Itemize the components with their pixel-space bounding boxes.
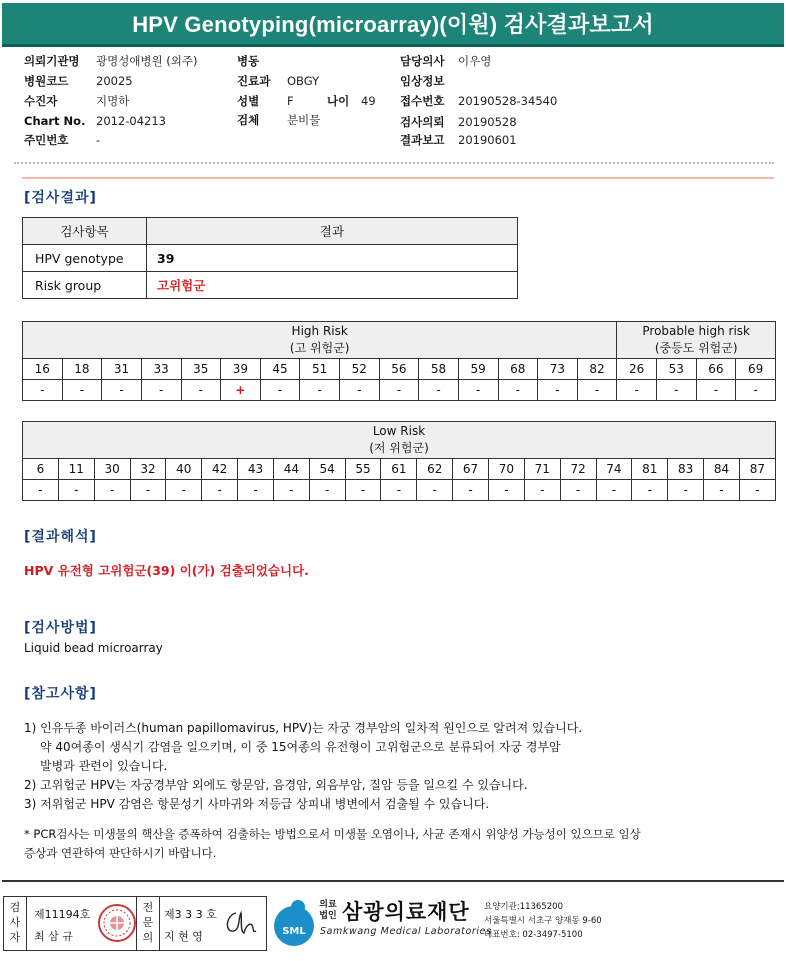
genotype-cell: 61 <box>381 459 417 480</box>
confirmer-name: 지 현 영 <box>164 930 203 943</box>
org-address: 서울특별시 서초구 양재동 9-60 <box>484 916 602 926</box>
genotype-result-cell: - <box>379 380 419 401</box>
org-english-name: Samkwang Medical Laboratories <box>320 926 492 937</box>
request-date-label: 검사의뢰 <box>400 115 445 129</box>
reference-line: 1) 인유두종 바이러스(human papillomavirus, HPV)는 자궁 경부암의 일차적 원인으로 알려져 있습니다. <box>24 721 583 735</box>
genotype-cell: 32 <box>130 459 166 480</box>
org-phone: 대표번호: 02-3497-5100 <box>484 930 583 940</box>
signature-divider <box>26 897 27 950</box>
genotype-cell: 43 <box>238 459 274 480</box>
tester-number: 제11194호 <box>34 908 91 921</box>
genotype-cell: 44 <box>273 459 309 480</box>
genotype-cell: 53 <box>657 359 697 380</box>
sml-logo-icon <box>272 898 316 948</box>
genotype-cell: 69 <box>736 359 776 380</box>
interpretation-heading: [결과해석] <box>24 529 97 545</box>
ward-row <box>237 53 287 69</box>
genotype-result-cell: - <box>417 480 453 501</box>
genotype-cell: 40 <box>166 459 202 480</box>
section-divider <box>22 177 774 179</box>
genotype-cell: 26 <box>617 359 657 380</box>
genotype-result-cell: - <box>704 480 740 501</box>
genotype-cell: 73 <box>538 359 578 380</box>
genotype-cell: 70 <box>488 459 524 480</box>
pcr-footnote <box>24 825 764 863</box>
low-risk-types-row <box>23 459 776 480</box>
org-type <box>318 900 338 922</box>
genotype-cell: 6 <box>23 459 59 480</box>
low-risk-grid <box>22 421 776 501</box>
receipt-no-value: 20190528-34540 <box>458 94 558 108</box>
genotype-result-cell: + <box>221 380 261 401</box>
tester-name: 최 삼 규 <box>34 930 73 943</box>
genotype-cell: 66 <box>696 359 736 380</box>
table-row <box>23 245 518 272</box>
clinical-info-label: 임상정보 <box>400 74 445 88</box>
high-risk-title: High Risk <box>291 324 348 338</box>
footer-divider <box>2 880 784 882</box>
genotype-result-cell: - <box>166 480 202 501</box>
report-title-banner <box>2 3 784 47</box>
genotype-cell: 59 <box>458 359 498 380</box>
results-header-row <box>23 218 518 245</box>
resident-id-value: - <box>96 133 101 147</box>
genotype-result-cell: - <box>739 480 775 501</box>
method-heading: [검사방법] <box>24 620 97 636</box>
results-table <box>22 217 518 299</box>
pcr-footnote-line-1: * PCR검사는 미생물의 핵산을 증폭하여 검출하는 방법으로서 미생물 오염이나, 사균 존재시 위양성 가능성이 있으므로 임상 <box>24 827 641 841</box>
genotype-cell: 84 <box>704 459 740 480</box>
patient-row <box>24 93 129 109</box>
genotype-result-cell: - <box>130 480 166 501</box>
low-risk-subtitle: (저 위험군) <box>369 441 429 455</box>
genotype-cell: 18 <box>62 359 102 380</box>
chart-no-label: Chart No. <box>24 114 86 128</box>
genotype-result-cell: - <box>524 480 560 501</box>
high-risk-grid <box>22 321 776 401</box>
high-risk-subtitle: (고 위험군) <box>289 341 350 355</box>
specimen-row <box>237 112 320 128</box>
high-risk-header-row <box>23 322 776 359</box>
genotype-result-cell: - <box>632 480 668 501</box>
genotype-cell: 31 <box>102 359 142 380</box>
confirmer-label <box>137 900 159 945</box>
table-row <box>23 272 518 299</box>
pcr-footnote-line-2: 증상과 연관하여 판단하시기 바랍니다. <box>24 846 217 860</box>
institution-value: 광명성애병원 (외주) <box>96 54 198 68</box>
probable-risk-subtitle: (중등도 위험군) <box>654 341 738 355</box>
hospital-code-row <box>24 73 133 89</box>
genotype-result-cell: - <box>668 480 704 501</box>
genotype-result-cell: - <box>617 380 657 401</box>
confirmer-label-char: 의 <box>142 931 154 944</box>
genotype-cell: 62 <box>417 459 453 480</box>
official-seal-icon <box>97 903 137 943</box>
probable-risk-header <box>617 322 776 359</box>
genotype-cell: 87 <box>739 459 775 480</box>
department-value: OBGY <box>287 74 320 88</box>
references-list <box>24 719 764 814</box>
genotype-result-cell: - <box>23 480 59 501</box>
sex-row <box>237 93 376 109</box>
genotype-result-cell: - <box>458 380 498 401</box>
request-date-value: 20190528 <box>458 115 517 129</box>
genotype-cell: 71 <box>524 459 560 480</box>
genotype-cell: 68 <box>498 359 538 380</box>
method-text: Liquid bead microarray <box>24 641 163 655</box>
genotype-result-cell: - <box>58 480 94 501</box>
genotype-result-cell: - <box>94 480 130 501</box>
genotype-result-cell: - <box>23 380 63 401</box>
genotype-result-cell: - <box>260 380 300 401</box>
genotype-result-cell: - <box>657 380 697 401</box>
low-risk-header-row <box>23 422 776 459</box>
report-date-value: 20190601 <box>458 133 517 147</box>
genotype-result-cell: - <box>300 380 340 401</box>
hospital-code-value: 20025 <box>96 74 133 88</box>
genotype-cell: 82 <box>577 359 617 380</box>
genotype-result-cell: - <box>273 480 309 501</box>
doctor-row <box>400 53 491 69</box>
genotype-result-cell: - <box>345 480 381 501</box>
tester-label-char: 검 <box>9 901 21 914</box>
risk-group-label: Risk group <box>23 272 147 299</box>
probable-risk-title: Probable high risk <box>642 324 750 338</box>
results-heading: [검사결과] <box>24 190 97 206</box>
high-risk-results-row <box>23 380 776 401</box>
genotype-result-cell: - <box>453 480 489 501</box>
receipt-no-row <box>400 93 557 109</box>
interpretation-text: HPV 유전형 고위험군(39) 이(가) 검출되었습니다. <box>24 563 309 578</box>
chart-no-row <box>24 114 166 128</box>
institution-row <box>24 53 198 69</box>
org-code: 요양기관:11365200 <box>484 902 563 912</box>
col-result-header: 결과 <box>147 218 518 245</box>
hospital-code-label: 병원코드 <box>24 74 69 88</box>
org-type-line: 의료 <box>319 900 337 910</box>
reference-line: 약 40여종이 생식기 감염을 일으키며, 이 중 15여종의 유전형이 고위험군으로 분류되어 자궁 경부암 <box>40 740 561 754</box>
genotype-cell: 39 <box>221 359 261 380</box>
ward-label: 병동 <box>237 54 260 68</box>
genotype-result-cell: - <box>696 380 736 401</box>
low-risk-title: Low Risk <box>372 424 426 438</box>
signature-icon <box>222 907 260 939</box>
sex-value: F <box>287 94 294 108</box>
resident-id-row <box>24 132 100 148</box>
genotype-cell: 83 <box>668 459 704 480</box>
genotype-result-cell: - <box>577 380 617 401</box>
genotype-cell: 74 <box>596 459 632 480</box>
genotype-cell: 51 <box>300 359 340 380</box>
report-title: HPV Genotyping(microarray)(이원) 검사결과보고서 <box>132 12 654 37</box>
tester-label-char: 사 <box>9 916 21 929</box>
institution-label: 의뢰기관명 <box>24 54 80 68</box>
genotype-result-cell: - <box>560 480 596 501</box>
specimen-value: 분비물 <box>287 113 321 127</box>
receipt-no-label: 접수번호 <box>400 94 445 108</box>
genotype-cell: 72 <box>560 459 596 480</box>
tester-label-char: 자 <box>9 931 21 944</box>
genotype-cell: 52 <box>340 359 380 380</box>
genotype-label: HPV genotype <box>23 245 147 272</box>
request-date-row <box>400 114 517 130</box>
logo-text: SML <box>282 926 306 937</box>
risk-group-value: 고위험군 <box>147 272 518 299</box>
high-risk-types-row <box>23 359 776 380</box>
department-row <box>237 73 319 89</box>
genotype-result-cell: - <box>340 380 380 401</box>
genotype-result-cell: - <box>419 380 459 401</box>
patient-value: 지명하 <box>96 94 130 108</box>
reference-line: 3) 저위험군 HPV 감염은 항문성기 사마귀와 저등급 상피내 병변에서 검출될 수 있습니다. <box>24 797 490 811</box>
clinical-info-row <box>400 73 458 89</box>
report-date-label: 결과보고 <box>400 133 445 147</box>
genotype-cell: 81 <box>632 459 668 480</box>
patient-label: 수진자 <box>24 94 58 108</box>
genotype-result-cell: - <box>181 380 221 401</box>
genotype-cell: 55 <box>345 459 381 480</box>
genotype-cell: 11 <box>58 459 94 480</box>
patient-info-block <box>24 53 764 153</box>
references-heading: [참고사항] <box>24 686 97 702</box>
genotype-result-cell: - <box>381 480 417 501</box>
genotype-cell: 45 <box>260 359 300 380</box>
genotype-result-cell: - <box>736 380 776 401</box>
genotype-cell: 67 <box>453 459 489 480</box>
age-value: 49 <box>361 94 376 108</box>
genotype-result-cell: - <box>538 380 578 401</box>
low-risk-results-row <box>23 480 776 501</box>
genotype-cell: 56 <box>379 359 419 380</box>
genotype-cell: 54 <box>309 459 345 480</box>
low-risk-header <box>23 422 776 459</box>
chart-no-value: 2012-04213 <box>96 114 166 128</box>
confirmer-number: 제3 3 3 호 <box>164 908 217 921</box>
specimen-label: 검체 <box>237 113 260 127</box>
org-type-line: 법인 <box>319 911 337 921</box>
genotype-cell: 30 <box>94 459 130 480</box>
doctor-label: 담당의사 <box>400 54 445 68</box>
department-label: 진료과 <box>237 74 271 88</box>
doctor-value: 이우영 <box>458 54 492 68</box>
genotype-result-cell: - <box>62 380 102 401</box>
genotype-result-cell: - <box>488 480 524 501</box>
signature-box <box>3 896 267 951</box>
tester-label <box>4 900 26 945</box>
genotype-cell: 58 <box>419 359 459 380</box>
genotype-result-cell: - <box>498 380 538 401</box>
genotype-cell: 35 <box>181 359 221 380</box>
signature-divider <box>159 897 160 950</box>
org-contact-info <box>484 900 602 942</box>
genotype-result-cell: - <box>309 480 345 501</box>
reference-line: 2) 고위험군 HPV는 자궁경부암 외에도 항문암, 음경암, 외음부암, 질암 등을 일으킬 수 있습니다. <box>24 778 528 792</box>
sex-label: 성별 <box>237 94 260 108</box>
genotype-cell: 42 <box>202 459 238 480</box>
genotype-result-cell: - <box>102 380 142 401</box>
age-label: 나이 <box>327 94 350 108</box>
org-name: 삼광의료재단 <box>342 900 470 924</box>
report-date-row <box>400 132 517 148</box>
genotype-cell: 33 <box>141 359 181 380</box>
genotype-result-cell: - <box>238 480 274 501</box>
reference-line: 발병과 관련이 있습니다. <box>40 759 168 773</box>
confirmer-label-char: 문 <box>142 916 154 929</box>
genotype-result-cell: - <box>202 480 238 501</box>
col-item-header: 검사항목 <box>23 218 147 245</box>
high-risk-header <box>23 322 617 359</box>
genotype-result-cell: - <box>596 480 632 501</box>
genotype-cell: 16 <box>23 359 63 380</box>
genotype-value: 39 <box>147 245 518 272</box>
dotted-divider <box>14 162 774 164</box>
resident-id-label: 주민번호 <box>24 133 69 147</box>
confirmer-label-char: 전 <box>142 901 154 914</box>
genotype-result-cell: - <box>141 380 181 401</box>
